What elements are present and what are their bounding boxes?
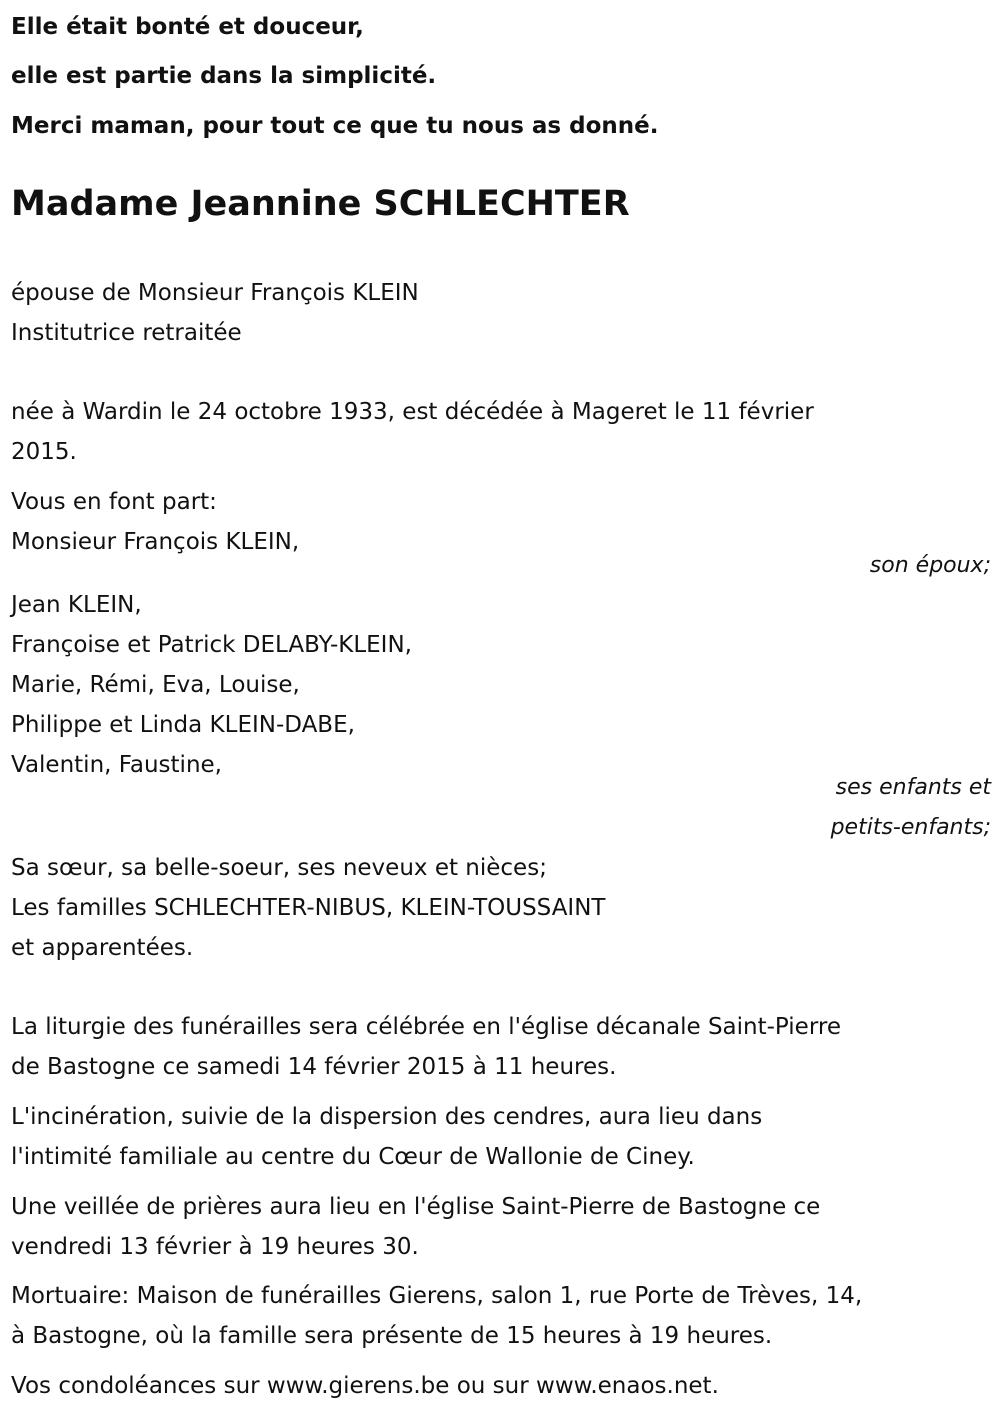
mortuary-line-2: à Bastogne, où la famille sera présente de 15 heures à 19 heures. (11, 1323, 773, 1349)
liturgy-line-1: La liturgie des funérailles sera célébrée en l'église décanale Saint-Pierre (11, 1014, 841, 1040)
spouse-relation: son époux; (869, 553, 991, 578)
child-line-5: Valentin, Faustine, (11, 752, 222, 778)
birth-death-line-1: née à Wardin le 24 octobre 1933, est décédée à Mageret le 11 février (11, 399, 814, 425)
condolences-line: Vos condoléances sur www.gierens.be ou sur www.enaos.net. (11, 1373, 719, 1399)
cremation-line-2: l'intimité familiale au centre du Cœur de Wallonie de Ciney. (11, 1144, 695, 1170)
liturgy-line-2: de Bastogne ce samedi 14 février 2015 à 11 heures. (11, 1054, 617, 1080)
epitaph-line-3: Merci maman, pour tout ce que tu nous as donné. (11, 113, 659, 139)
announce-intro: Vous en font part: (11, 489, 217, 515)
cremation-line-1: L'incinération, suivie de la dispersion des cendres, aura lieu dans (11, 1104, 763, 1130)
vigil-line-1: Une veillée de prières aura lieu en l'église Saint-Pierre de Bastogne ce (11, 1194, 821, 1220)
family-line-2: Les familles SCHLECHTER-NIBUS, KLEIN-TOUSSAINT (11, 895, 606, 921)
profession: Institutrice retraitée (11, 320, 242, 346)
mortuary-line-1: Mortuaire: Maison de funérailles Gierens, salon 1, rue Porte de Trèves, 14, (11, 1283, 863, 1309)
children-relation-line-1: ses enfants et (835, 775, 991, 800)
family-line-1: Sa sœur, sa belle-soeur, ses neveux et nièces; (11, 855, 547, 881)
child-line-2: Françoise et Patrick DELABY-KLEIN, (11, 632, 412, 658)
family-line-3: et apparentées. (11, 935, 194, 961)
child-line-3: Marie, Rémi, Eva, Louise, (11, 672, 300, 698)
children-relation-line-2: petits-enfants; (830, 815, 991, 840)
birth-death-line-2: 2015. (11, 439, 77, 465)
spouse-line: épouse de Monsieur François KLEIN (11, 280, 419, 306)
vigil-line-2: vendredi 13 février à 19 heures 30. (11, 1234, 419, 1260)
child-line-1: Jean KLEIN, (11, 592, 142, 618)
epitaph-line-2: elle est partie dans la simplicité. (11, 63, 437, 89)
deceased-name: Madame Jeannine SCHLECHTER (11, 184, 630, 224)
epitaph-line-1: Elle était bonté et douceur, (11, 14, 364, 40)
child-line-4: Philippe et Linda KLEIN-DABE, (11, 712, 355, 738)
spouse-name: Monsieur François KLEIN, (11, 529, 300, 555)
